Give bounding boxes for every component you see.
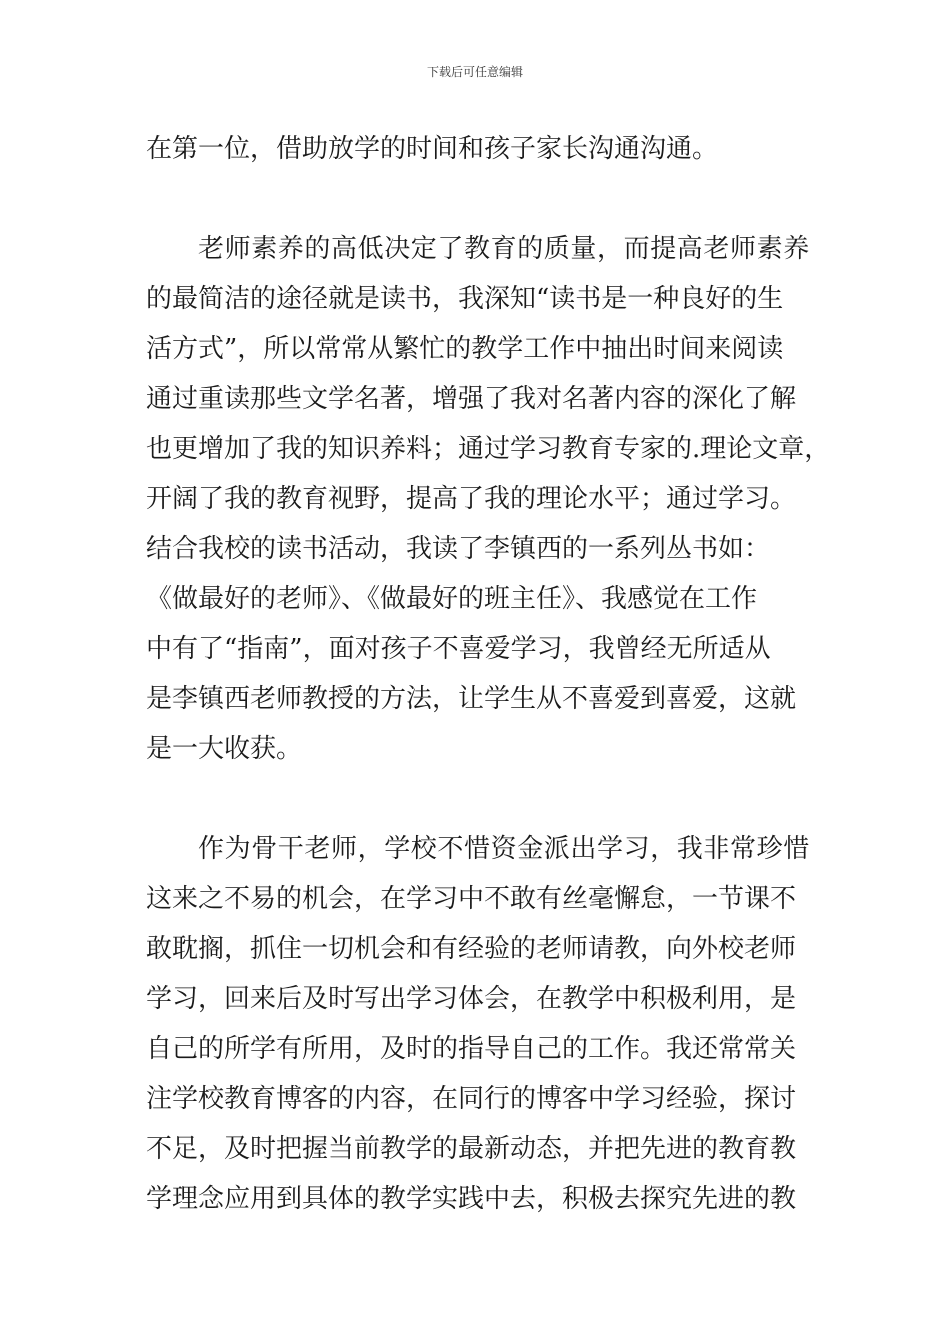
paragraph-1 — [146, 124, 826, 174]
paragraph-gap — [146, 774, 826, 824]
text-line: 学习，回来后及时写出学习体会，在教学中积极利用，是 — [146, 984, 797, 1014]
text-line: 注学校教育博客的内容，在同行的博客中学习经验，探讨 — [146, 1084, 797, 1114]
paragraph-3 — [146, 824, 826, 1224]
text-line: 《做最好的老师》、《做最好的班主任》、我感觉在工作 — [146, 584, 758, 614]
page-header: 下载后可任意编辑 — [426, 65, 523, 79]
text-line: 在第一位，借助放学的时间和孩子家长沟通沟通。 — [146, 134, 719, 164]
text-line: 的最简洁的途径就是读书，我深知“读书是一种良好的生 — [146, 284, 784, 314]
text-line: 活方式”，所以常常从繁忙的教学工作中抽出时间来阅读 — [146, 334, 784, 364]
text-line: 自己的所学有所用，及时的指导自己的工作。我还常常关 — [146, 1034, 797, 1064]
text-line: 敢耽搁，抓住一切机会和有经验的老师请教，向外校老师 — [146, 934, 797, 964]
text-line: 中有了“指南”，面对孩子不喜爱学习，我曾经无所适从 — [146, 634, 771, 664]
text-line: 通过重读那些文学名著，增强了我对名著内容的深化了解 — [146, 384, 797, 414]
text-line: 结合我校的读书活动，我读了李镇西的一系列丛书如： — [146, 534, 771, 564]
text-line: 学理念应用到具体的教学实践中去，积极去探究先进的教 — [146, 1184, 797, 1214]
paragraph-2 — [146, 224, 831, 774]
text-line: 是一大收获。 — [146, 734, 303, 764]
text-line: 这来之不易的机会，在学习中不敢有丝毫懈怠，一节课不 — [146, 884, 797, 914]
text-line: 老师素养的高低决定了教育的质量，而提高老师素养 — [198, 234, 810, 264]
text-line: 作为骨干老师，学校不惜资金派出学习，我非常珍惜 — [198, 834, 810, 864]
text-line: 也更增加了我的知识养料；通过学习教育专家的.理论文章， — [146, 434, 831, 464]
document-body — [146, 124, 831, 1224]
paragraph-gap — [146, 174, 826, 224]
text-line: 不足，及时把握当前教学的最新动态，并把先进的教育教 — [146, 1134, 797, 1164]
text-line: 是李镇西老师教授的方法，让学生从不喜爱到喜爱，这就 — [146, 684, 797, 714]
text-line: 开阔了我的教育视野，提高了我的理论水平；通过学习。 — [146, 484, 797, 514]
